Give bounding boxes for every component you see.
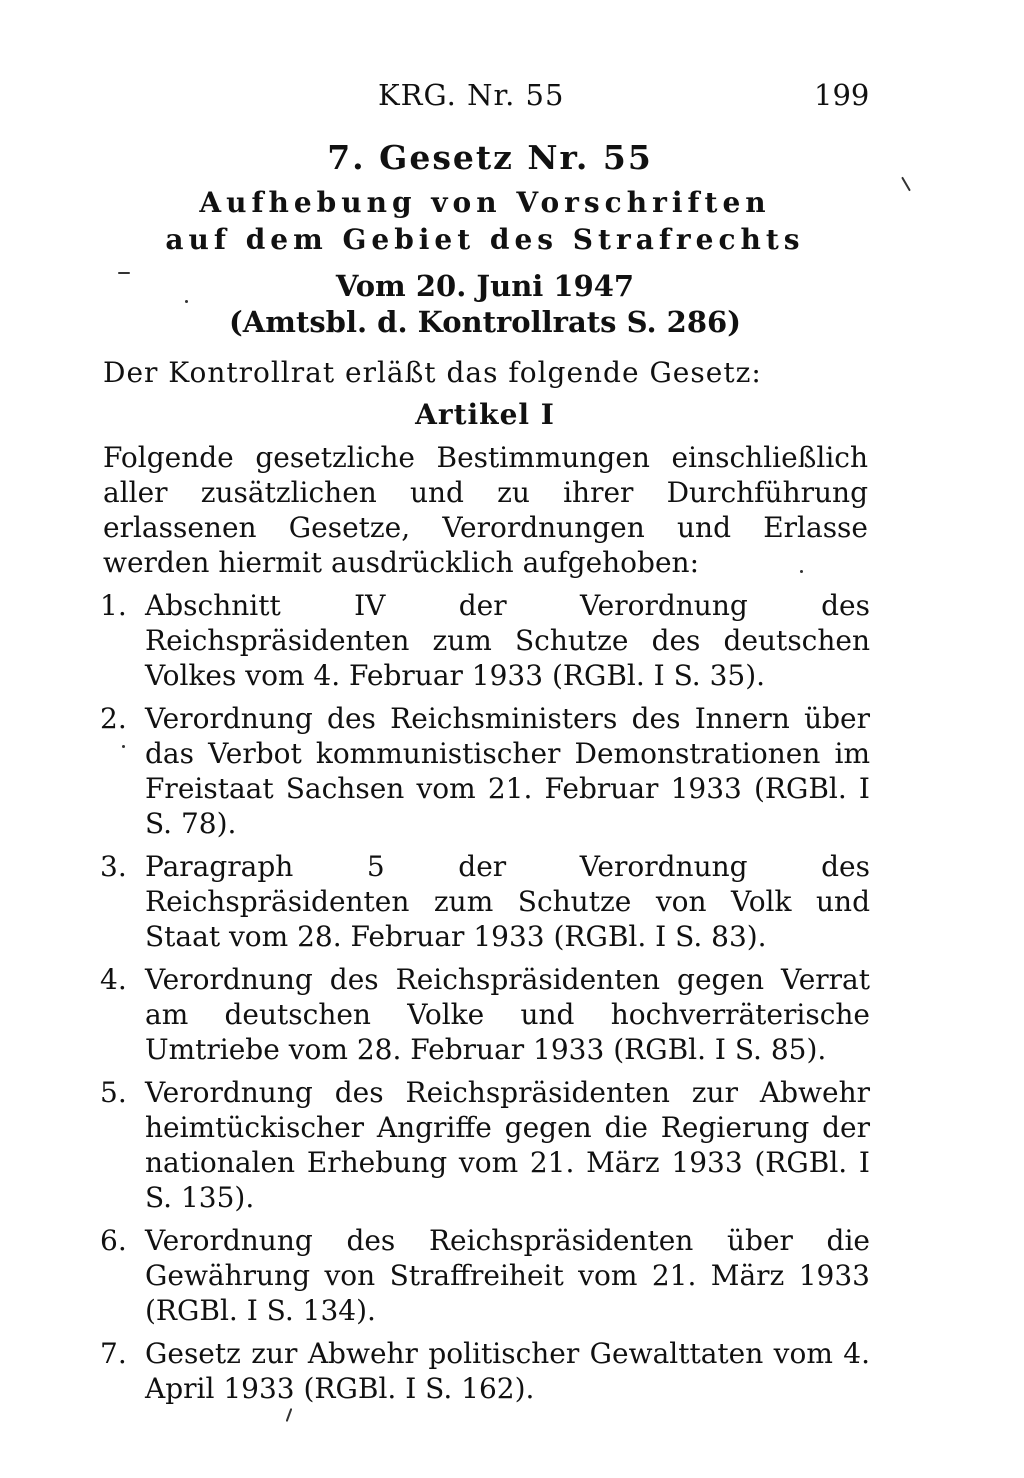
list-item (100, 849, 870, 954)
scan-speck (122, 745, 125, 748)
list-item-text: Paragraph 5 der Verordnung des Reichspräsidenten zum Schutze von Volk und Staat vom 28. Februar 1933 (RGBl. I S. 83). (145, 850, 870, 953)
list-item (100, 962, 870, 1067)
article-text: Folgende gesetzliche Bestimmungen einschließlich aller zusätzlichen und zu ihrer Durchführung erlassenen Gesetze, Verordnungen und Erlasse werden hiermit ausdrücklich aufgehoben: (103, 441, 868, 579)
page-number: 199 (814, 78, 870, 112)
intro-sentence: Der Kontrollrat erläßt das folgende Gesetz: (103, 356, 762, 389)
list-item-text: Gesetz zur Abwehr politischer Gewalttaten vom 4. April 1933 (RGBl. I S. 162). (145, 1337, 870, 1405)
scan-speck (800, 570, 803, 573)
list-item (100, 1223, 870, 1328)
list-item-number: 2. (100, 702, 127, 735)
list-item-text: Verordnung des Reichspräsidenten über die Gewährung von Straffreiheit vom 21. März 1933 (RGBl. I S. 134). (145, 1224, 870, 1327)
article-heading: Artikel I (415, 398, 555, 431)
running-head: KRG. Nr. 55 (378, 78, 565, 112)
list-item-number: 5. (100, 1076, 127, 1109)
law-date: Vom 20. Juni 1947 (335, 269, 635, 303)
list-item (100, 1336, 870, 1406)
list-item-number: 1. (100, 589, 127, 622)
list-item (100, 1075, 870, 1215)
list-item-text: Verordnung des Reichsministers des Innern über das Verbot kommunistischer Demonstrationen im Freistaat Sachsen vom 21. Februar 1933 (RGBl. I S. 78). (145, 702, 870, 840)
title-block (100, 138, 870, 340)
list-item-number: 7. (100, 1337, 127, 1370)
list-item (100, 701, 870, 841)
repealed-provisions-list (100, 588, 870, 1414)
list-item-number: 6. (100, 1224, 127, 1257)
list-item-number: 3. (100, 850, 127, 883)
list-item-text: Abschnitt IV der Verordnung des Reichspräsidenten zum Schutze des deutschen Volkes vom 4. Februar 1933 (RGBl. I S. 35). (145, 589, 870, 692)
law-subject-line-1: Aufhebung von Vorschriften (199, 186, 771, 219)
scan-speck (118, 272, 130, 274)
law-subject-line-2: auf dem Gebiet des Strafrechts (165, 223, 805, 256)
scan-speck (901, 177, 911, 192)
list-item (100, 588, 870, 693)
list-item-text: Verordnung des Reichspräsidenten zur Abwehr heimtückischer Angriffe gegen die Regierung der nationalen Erhebung vom 21. März 1933 (RGBl. I S. 135). (145, 1076, 870, 1214)
scan-speck (185, 300, 188, 303)
law-title: 7. Gesetz Nr. 55 (327, 138, 653, 177)
list-item-text: Verordnung des Reichspräsidenten gegen Verrat am deutschen Volke und hochverräterische Umtriebe vom 28. Februar 1933 (RGBl. I S. 85). (145, 963, 870, 1066)
list-item-number: 4. (100, 963, 127, 996)
law-source: (Amtsbl. d. Kontrollrats S. 286) (229, 305, 741, 339)
